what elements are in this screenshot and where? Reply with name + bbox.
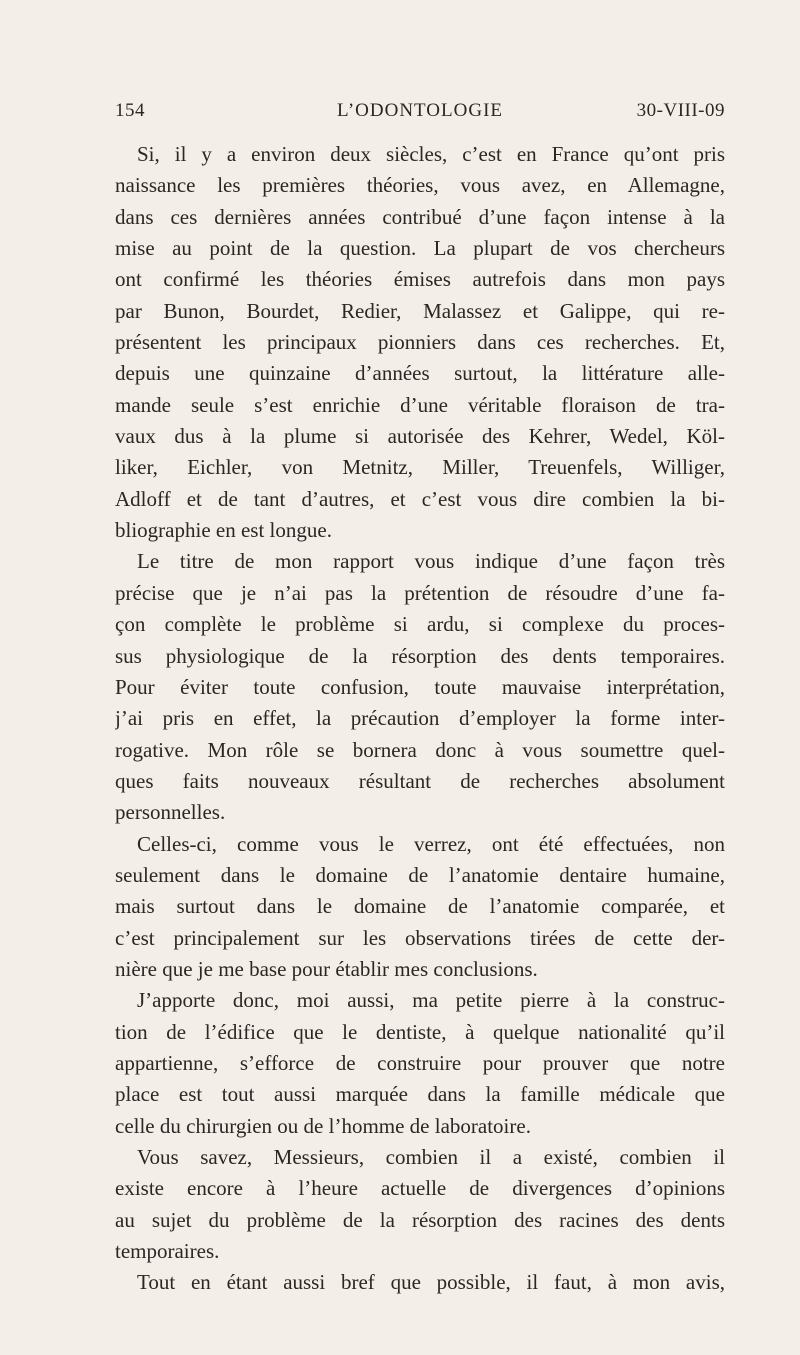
text-line: vaux dus à la plume si autorisée des Kehrer, Wedel, Köl- <box>115 424 725 449</box>
paragraph <box>115 985 725 1142</box>
text-line: tion de l’édifice que le dentiste, à quelque nationalité qu’il <box>115 1019 725 1044</box>
paragraph <box>115 139 725 546</box>
page-number: 154 <box>115 100 145 121</box>
text-line: Le titre de mon rapport vous indique d’une façon très <box>137 549 725 574</box>
running-header <box>115 100 725 130</box>
text-line: dans ces dernières années contribué d’une façon intense à la <box>115 204 725 229</box>
text-line: Vous savez, Messieurs, combien il a existé, combien il <box>137 1145 725 1169</box>
text-line: Pour éviter toute confusion, toute mauvaise interprétation, <box>115 674 725 699</box>
text-line: Adloff et de tant d’autres, et c’est vous dire combien la bi- <box>115 486 725 511</box>
paragraph <box>115 546 725 828</box>
text-line: bliographie en est longue. <box>115 518 332 543</box>
text-line: liker, Eichler, von Metnitz, Miller, Treuenfels, Williger, <box>115 455 725 480</box>
issue-date: 30-VIII-09 <box>636 100 725 121</box>
text-line: mais surtout dans le domaine de l’anatomie comparée, et <box>115 894 725 919</box>
text-line: seulement dans le domaine de l’anatomie dentaire humaine, <box>115 862 725 887</box>
paragraph <box>115 829 725 986</box>
paragraph <box>115 1267 725 1298</box>
text-line: çon complète le problème si ardu, si complexe du proces- <box>115 612 725 637</box>
text-line: celle du chirurgien ou de l’homme de laboratoire. <box>115 1113 531 1138</box>
text-line: naissance les premières théories, vous avez, en Allemagne, <box>115 173 725 198</box>
body-text <box>115 139 725 1299</box>
text-line: rogative. Mon rôle se bornera donc à vous soumettre quel- <box>115 737 725 762</box>
text-line: précise que je n’ai pas la prétention de résoudre d’une fa- <box>115 580 725 605</box>
text-line: mise au point de la question. La plupart de vos chercheurs <box>115 236 725 261</box>
text-line: mande seule s’est enrichie d’une véritable floraison de tra- <box>115 392 725 417</box>
running-title: L’ODONTOLOGIE <box>336 100 504 121</box>
text-line: personnelles. <box>115 800 226 825</box>
text-line: Si, il y a environ deux siècles, c’est en France qu’ont pris <box>137 142 725 166</box>
text-line: j’ai pris en effet, la précaution d’employer la forme inter- <box>115 706 725 731</box>
text-line: Celles-ci, comme vous le verrez, ont été effectuées, non <box>137 831 725 856</box>
text-line: au sujet du problème de la résorption des racines des dents <box>115 1207 725 1232</box>
text-line: depuis une quinzaine d’années surtout, la littérature alle- <box>115 361 725 386</box>
text-line: appartienne, s’efforce de construire pour prouver que notre <box>115 1050 725 1075</box>
text-line: sus physiologique de la résorption des dents temporaires. <box>115 643 725 668</box>
paragraph <box>115 1142 725 1267</box>
text-line: place est tout aussi marquée dans la famille médicale que <box>115 1082 725 1107</box>
text-line: nière que je me base pour établir mes conclusions. <box>115 956 538 981</box>
text-line: J’apporte donc, moi aussi, ma petite pierre à la construc- <box>137 988 725 1013</box>
text-line: temporaires. <box>115 1239 220 1264</box>
text-line: ques faits nouveaux résultant de recherches absolument <box>115 768 725 793</box>
text-line: existe encore à l’heure actuelle de divergences d’opinions <box>115 1176 725 1201</box>
text-line: c’est principalement sur les observations tirées de cette der- <box>115 925 725 950</box>
text-line: par Bunon, Bourdet, Redier, Malassez et Galippe, qui re- <box>115 298 725 323</box>
text-line: présentent les principaux pionniers dans ces recherches. Et, <box>115 330 725 355</box>
text-line: Tout en étant aussi bref que possible, il faut, à mon avis, <box>137 1270 725 1295</box>
text-line: ont confirmé les théories émises autrefois dans mon pays <box>115 267 725 292</box>
